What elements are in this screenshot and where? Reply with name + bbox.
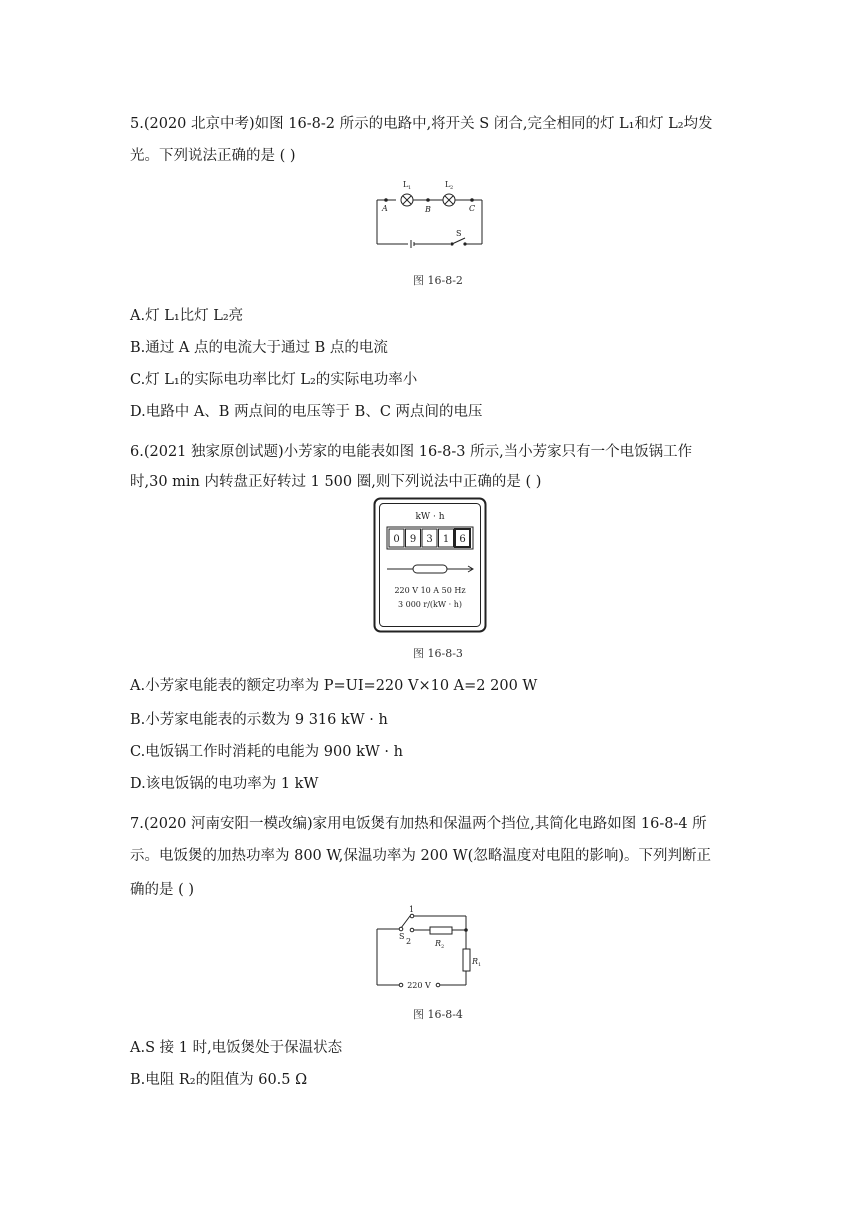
switch-s-icon (452, 238, 465, 244)
q6-stem-line-1: 6.(2021 独家原创试题)小芳家的电能表如图 16-8-3 所示,当小芳家只有一个电饭锅工作 (130, 444, 693, 460)
meter-spec-constant: 3 000 r/(kW · h) (397, 600, 463, 609)
figure-16-8-2-circuit (368, 176, 488, 248)
supply-terminal-right (436, 983, 440, 987)
figure-16-8-4-caption: 图 16-8-4 (413, 1008, 463, 1021)
q7-stem-line-1: 7.(2020 河南安阳一模改编)家用电饭煲有加热和保温两个挡位,其简化电路如图 16-8-4 所 (130, 816, 707, 832)
meter-digits (389, 529, 470, 547)
switch-pivot-terminal (399, 927, 403, 931)
q5-option-b: B.通过 A 点的电流大于通过 B 点的电流 (130, 340, 388, 356)
meter-spec-rating: 220 V 10 A 50 Hz (394, 586, 466, 595)
q5-option-c: C.灯 L₁的实际电功率比灯 L₂的实际电功率小 (130, 372, 418, 388)
label-r2: R (435, 939, 442, 948)
q5-option-d: D.电路中 A、B 两点间的电压等于 B、C 两点间的电压 (130, 404, 483, 420)
label-contact-1: 1 (409, 905, 415, 914)
figure-16-8-3-energy-meter (373, 497, 487, 633)
q6-stem-line-2: 时,30 min 内转盘正好转过 1 500 圈,则下列说法中正确的是 ( ) (130, 474, 542, 490)
label-r1: R (472, 957, 479, 966)
q5-stem-line-2: 光。下列说法正确的是 ( ) (130, 148, 296, 164)
resistor-r2-icon (430, 927, 452, 934)
label-switch-s: S (399, 932, 405, 941)
meter-digit: 0 (393, 534, 400, 545)
contact-1-terminal (410, 914, 414, 918)
meter-disc-window (413, 565, 447, 573)
label-switch-s: S (456, 229, 462, 238)
meter-digit: 6 (459, 534, 466, 545)
label-point-a: A (382, 204, 388, 213)
q6-option-c: C.电饭锅工作时消耗的电能为 900 kW · h (130, 744, 403, 760)
label-l1: L (403, 180, 409, 189)
resistor-r1-icon (463, 949, 470, 971)
figure-16-8-3-caption: 图 16-8-3 (413, 647, 463, 660)
label-contact-2: 2 (406, 937, 412, 946)
q7-option-b: B.电阻 R₂的阻值为 60.5 Ω (130, 1072, 308, 1088)
label-supply-voltage: 220 V (407, 981, 431, 990)
meter-digit: 3 (426, 534, 433, 545)
q7-stem-line-3: 确的是 ( ) (130, 882, 195, 898)
label-l1-sub: 1 (408, 185, 412, 191)
label-r2-sub: 2 (441, 944, 445, 950)
label-point-c: C (469, 204, 476, 213)
contact-2-terminal (410, 928, 414, 932)
meter-digit: 9 (409, 534, 417, 545)
junction-dot (464, 928, 468, 932)
q7-stem-line-2: 示。电饭煲的加热功率为 800 W,保温功率为 200 W(忽略温度对电阻的影响)。下列判断正 (130, 848, 711, 864)
switch-s-icon (401, 916, 410, 928)
figure-16-8-4-circuit (373, 903, 485, 995)
q7-option-a: A.S 接 1 时,电饭煲处于保温状态 (130, 1040, 343, 1056)
q6-option-d: D.该电饭锅的电功率为 1 kW (130, 776, 319, 792)
label-l2-sub: 2 (450, 185, 454, 191)
label-r1-sub: 1 (478, 962, 482, 968)
label-l2: L (445, 180, 451, 189)
meter-digit: 1 (442, 534, 450, 545)
q6-option-b: B.小芳家电能表的示数为 9 316 kW · h (130, 712, 388, 728)
q5-stem-line-1: 5.(2020 北京中考)如图 16-8-2 所示的电路中,将开关 S 闭合,完全相同的灯 L₁和灯 L₂均发 (130, 116, 713, 132)
q6-option-a: A.小芳家电能表的额定功率为 P=UI=220 V×10 A=2 200 W (130, 678, 538, 694)
supply-terminal-left (399, 983, 403, 987)
figure-16-8-2-caption: 图 16-8-2 (413, 274, 463, 287)
q5-option-a: A.灯 L₁比灯 L₂亮 (130, 308, 244, 324)
label-point-b: B (425, 205, 431, 214)
meter-unit-label: kW · h (415, 512, 445, 522)
